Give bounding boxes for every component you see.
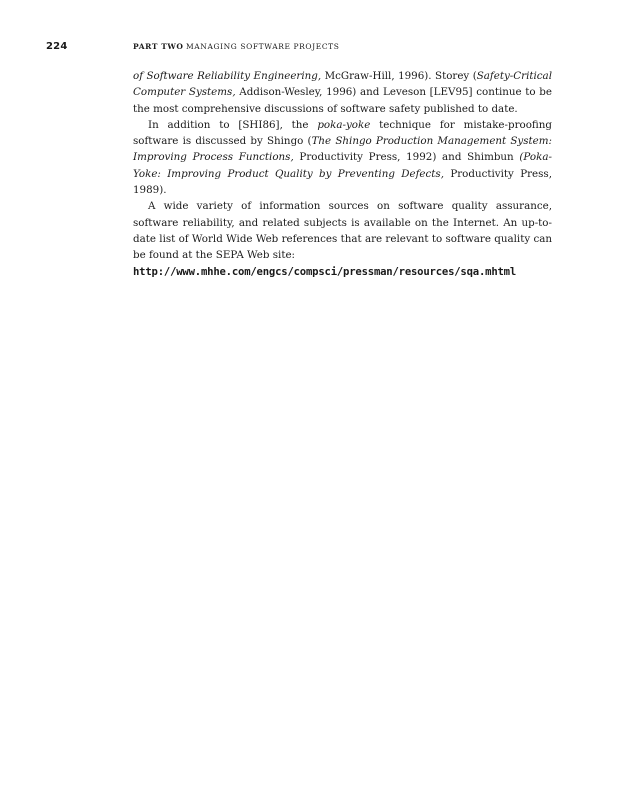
term-poka-yoke: poka-yoke [317,118,371,131]
book-title: (Poka-Yoke: Improving Product Quality by Preventing Defects, [133,151,552,180]
body-text [133,68,552,280]
book-title: Safety-Critical Computer Systems, [133,70,552,99]
paragraph-internet-sources: A wide variety of information sources on software quality assurance, software reliability, and related subjects is available on the Internet. An up-to-date list of World Wide Web references that are relevant to software quality can be found at the SEPA Web site: [133,200,552,262]
running-header [0,41,637,55]
part-label: PART TWO [133,42,184,51]
page-number: 224 [46,41,68,52]
book-title: of Software Reliability Engineering, [133,70,322,82]
paragraph-continued-references: of Software Reliability Engineering, McGraw-Hill, 1996). Storey (Safety-Critical Computer Systems, Addison-Wesley, 1996) and Leveson [LEV95] continue to be the most comprehensive discussions of software safety published to date. [133,70,552,115]
paragraph-poka-yoke: In addition to [SHI86], the poka-yoke technique for mistake-proofing software is discussed by Shingo (The Shingo Production Management System: Improving Process Functions, Productivity Press, 1992) and Shimbun (Poka-Yoke: Improving Product Quality by Preventing Defects, Productivity Press, 1989). [133,118,553,197]
sepa-web-link[interactable]: http://www.mhhe.com/engcs/compsci/pressman/resources/sqa.mhtml [133,265,517,278]
book-title: The Shingo Production Management System: Improving Process Functions, [133,135,552,164]
part-title: MANAGING SOFTWARE PROJECTS [186,42,340,51]
